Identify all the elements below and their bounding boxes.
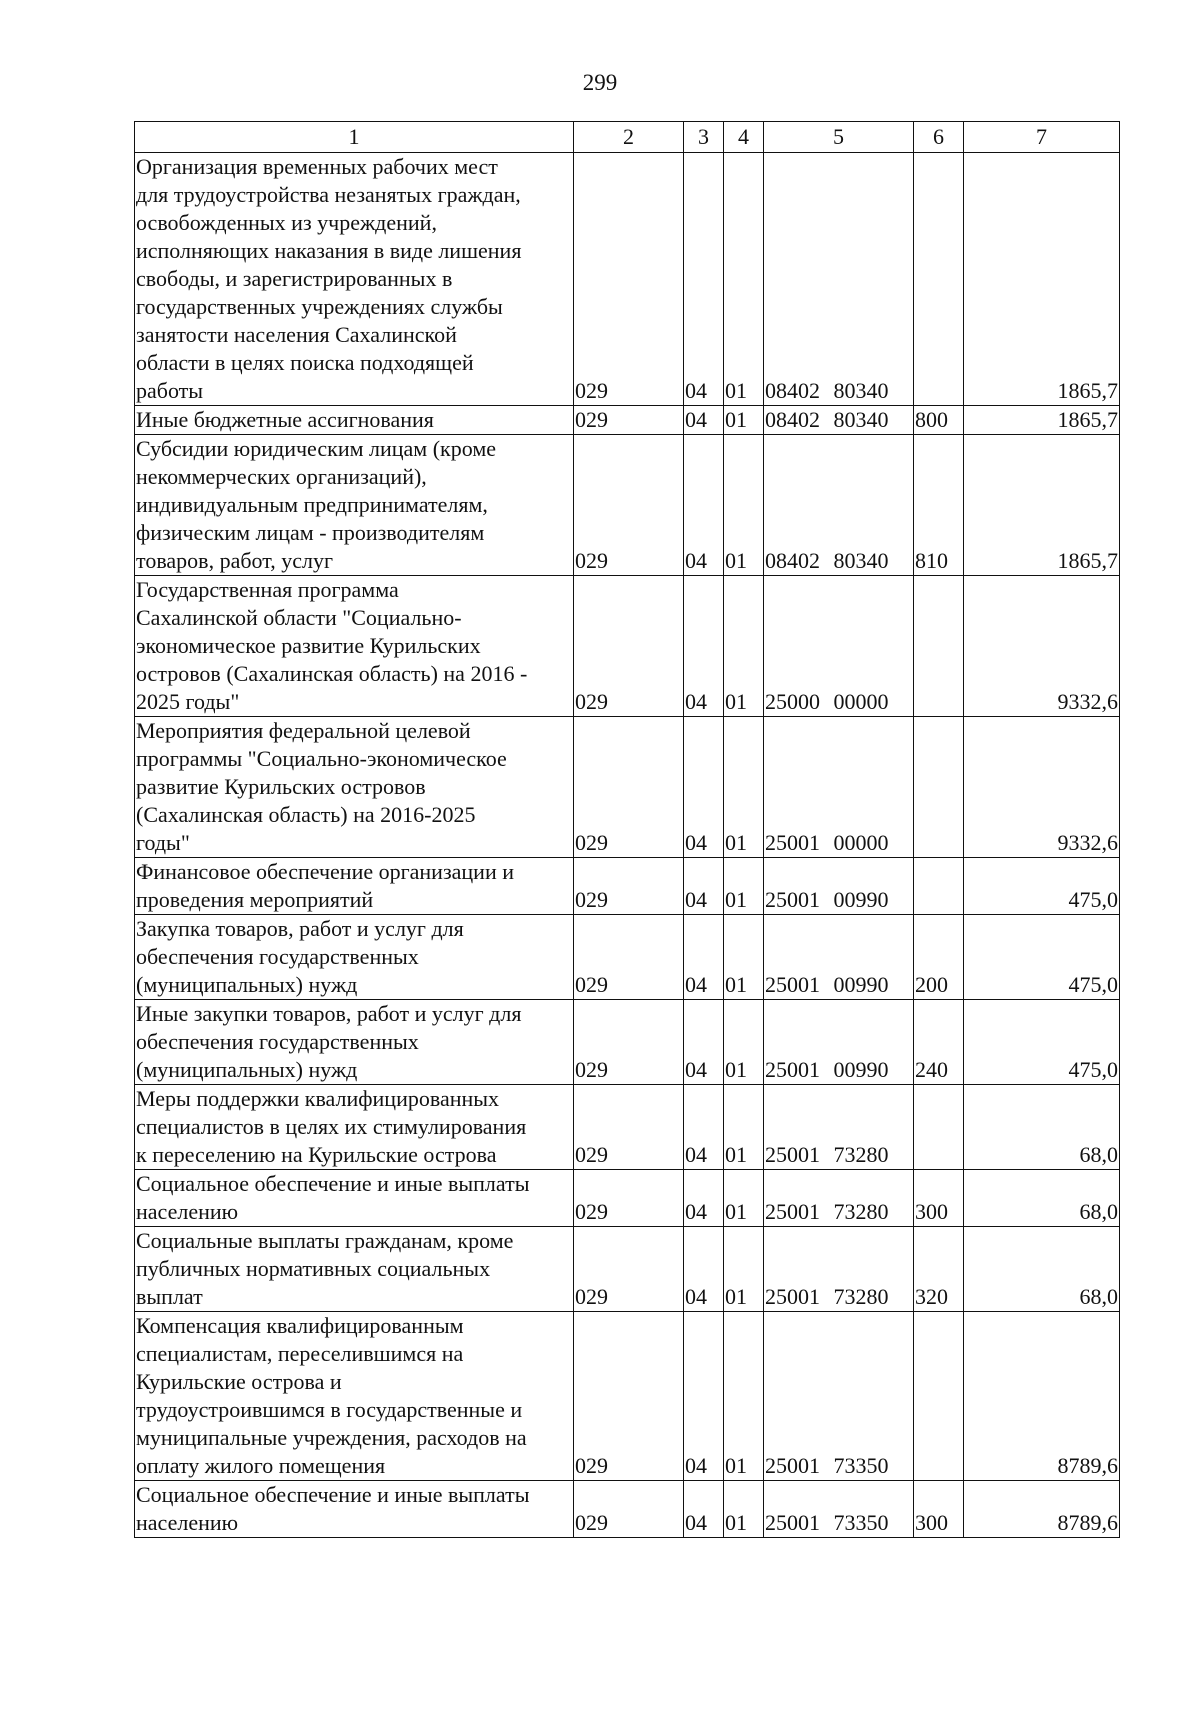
subsection-code: 01: [724, 858, 764, 915]
table-row: [135, 1170, 1120, 1227]
row-name: Мероприятия федеральной целевой программы "Социально-экономическое развитие Курильских островов (Сахалинская область) на 2016-2025 годы": [135, 717, 574, 858]
amount-value: 9332,6: [964, 717, 1120, 858]
expense-type-code: [914, 858, 964, 915]
subsection-code: 01: [724, 915, 764, 1000]
expense-type-code: [914, 717, 964, 858]
target-article-code: 25001 00990: [764, 858, 914, 915]
expense-type-code: 300: [914, 1170, 964, 1227]
section-code: 04: [684, 858, 724, 915]
subsection-code: 01: [724, 1481, 764, 1538]
section-code: 04: [684, 435, 724, 576]
target-article-code: 25001 73280: [764, 1170, 914, 1227]
row-name: Социальное обеспечение и иные выплаты населению: [135, 1481, 574, 1538]
table-row: [135, 858, 1120, 915]
section-code: 04: [684, 406, 724, 435]
table-row: [135, 1312, 1120, 1481]
ministry-code: 029: [574, 1000, 684, 1085]
target-article-code: 25001 73280: [764, 1085, 914, 1170]
target-article-code: 25001 00000: [764, 717, 914, 858]
ministry-code: 029: [574, 1227, 684, 1312]
amount-value: 1865,7: [964, 153, 1120, 406]
ministry-code: 029: [574, 153, 684, 406]
expense-type-code: 240: [914, 1000, 964, 1085]
row-name: Меры поддержки квалифицированных специалистов в целях их стимулирования к переселению на Курильские острова: [135, 1085, 574, 1170]
section-code: 04: [684, 1085, 724, 1170]
expense-type-code: [914, 1085, 964, 1170]
ministry-code: 029: [574, 435, 684, 576]
subsection-code: 01: [724, 576, 764, 717]
row-name: Компенсация квалифицированным специалистам, переселившимся на Курильские острова и трудоустроившимся в государственные и муниципальные учреждения, расходов на оплату жилого помещения: [135, 1312, 574, 1481]
table-row: [135, 435, 1120, 576]
table-header-row: [135, 122, 1120, 153]
target-article-code: 08402 80340: [764, 435, 914, 576]
table-row: [135, 576, 1120, 717]
column-header-5: 5: [764, 122, 914, 153]
ministry-code: 029: [574, 576, 684, 717]
expense-type-code: 800: [914, 406, 964, 435]
ministry-code: 029: [574, 1481, 684, 1538]
ministry-code: 029: [574, 717, 684, 858]
subsection-code: 01: [724, 1000, 764, 1085]
page-number: 299: [582, 70, 618, 95]
ministry-code: 029: [574, 915, 684, 1000]
amount-value: 475,0: [964, 1000, 1120, 1085]
ministry-code: 029: [574, 1085, 684, 1170]
section-code: 04: [684, 717, 724, 858]
budget-table: [134, 121, 1120, 1538]
target-article-code: 25001 73350: [764, 1312, 914, 1481]
section-code: 04: [684, 576, 724, 717]
ministry-code: 029: [574, 1312, 684, 1481]
column-header-7: 7: [964, 122, 1120, 153]
row-name: Социальное обеспечение и иные выплаты населению: [135, 1170, 574, 1227]
section-code: 04: [684, 1227, 724, 1312]
amount-value: 8789,6: [964, 1312, 1120, 1481]
subsection-code: 01: [724, 1170, 764, 1227]
column-header-6: 6: [914, 122, 964, 153]
table-row: [135, 406, 1120, 435]
ministry-code: 029: [574, 406, 684, 435]
table-row: [135, 1085, 1120, 1170]
target-article-code: 25001 00990: [764, 915, 914, 1000]
row-name: Финансовое обеспечение организации и проведения мероприятий: [135, 858, 574, 915]
expense-type-code: [914, 153, 964, 406]
amount-value: 475,0: [964, 858, 1120, 915]
section-code: 04: [684, 1481, 724, 1538]
target-article-code: 25001 00990: [764, 1000, 914, 1085]
subsection-code: 01: [724, 153, 764, 406]
amount-value: 9332,6: [964, 576, 1120, 717]
table-row: [135, 1000, 1120, 1085]
amount-value: 8789,6: [964, 1481, 1120, 1538]
row-name: Субсидии юридическим лицам (кроме некоммерческих организаций), индивидуальным предпринимателям, физическим лицам - производителям товаров, работ, услуг: [135, 435, 574, 576]
subsection-code: 01: [724, 1085, 764, 1170]
expense-type-code: 810: [914, 435, 964, 576]
row-name: Социальные выплаты гражданам, кроме публичных нормативных социальных выплат: [135, 1227, 574, 1312]
amount-value: 68,0: [964, 1085, 1120, 1170]
budget-table-body: [135, 153, 1120, 1538]
expense-type-code: 200: [914, 915, 964, 1000]
target-article-code: 08402 80340: [764, 406, 914, 435]
table-row: [135, 1227, 1120, 1312]
subsection-code: 01: [724, 1227, 764, 1312]
ministry-code: 029: [574, 1170, 684, 1227]
row-name: Государственная программа Сахалинской области "Социально- экономическое развитие Курильских островов (Сахалинская область) на 2016 - 2025 годы": [135, 576, 574, 717]
section-code: 04: [684, 1170, 724, 1227]
column-header-1: 1: [135, 122, 574, 153]
subsection-code: 01: [724, 435, 764, 576]
section-code: 04: [684, 153, 724, 406]
table-row: [135, 1481, 1120, 1538]
target-article-code: 08402 80340: [764, 153, 914, 406]
section-code: 04: [684, 915, 724, 1000]
row-name: Организация временных рабочих мест для трудоустройства незанятых граждан, освобожденных из учреждений, исполняющих наказания в виде лишения свободы, и зарегистрированных в государственных учреждениях службы занятости населения Сахалинской области в целях поиска подходящей работы: [135, 153, 574, 406]
row-name: Закупка товаров, работ и услуг для обеспечения государственных (муниципальных) нужд: [135, 915, 574, 1000]
amount-value: 68,0: [964, 1170, 1120, 1227]
amount-value: 68,0: [964, 1227, 1120, 1312]
target-article-code: 25001 73280: [764, 1227, 914, 1312]
expense-type-code: 320: [914, 1227, 964, 1312]
subsection-code: 01: [724, 1312, 764, 1481]
subsection-code: 01: [724, 406, 764, 435]
amount-value: 1865,7: [964, 435, 1120, 576]
row-name: Иные закупки товаров, работ и услуг для обеспечения государственных (муниципальных) нужд: [135, 1000, 574, 1085]
column-header-4: 4: [724, 122, 764, 153]
section-code: 04: [684, 1000, 724, 1085]
table-row: [135, 717, 1120, 858]
column-header-3: 3: [684, 122, 724, 153]
table-row: [135, 915, 1120, 1000]
column-header-2: 2: [574, 122, 684, 153]
table-row: [135, 153, 1120, 406]
expense-type-code: [914, 576, 964, 717]
target-article-code: 25001 73350: [764, 1481, 914, 1538]
amount-value: 475,0: [964, 915, 1120, 1000]
expense-type-code: 300: [914, 1481, 964, 1538]
ministry-code: 029: [574, 858, 684, 915]
amount-value: 1865,7: [964, 406, 1120, 435]
section-code: 04: [684, 1312, 724, 1481]
expense-type-code: [914, 1312, 964, 1481]
target-article-code: 25000 00000: [764, 576, 914, 717]
subsection-code: 01: [724, 717, 764, 858]
row-name: Иные бюджетные ассигнования: [135, 406, 574, 435]
